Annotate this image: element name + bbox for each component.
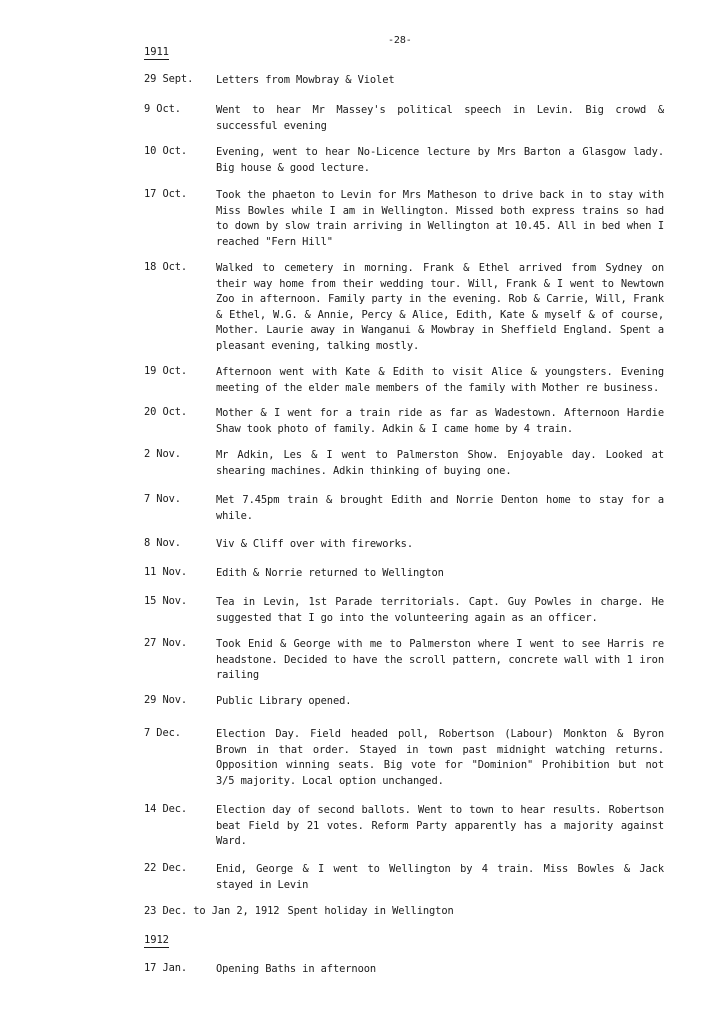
entry-text: Walked to cemetery in morning. Frank & Ethel arrived from Sydney on their way home from their wedding tour. Will, Frank & I went to Newtown Zoo in afternoon. Family party in the evening. Rob & Carrie, Will, Frank & Ethel, W.G. & Annie, Percy & Alice, Edith, Kate & myself & of course, Mother. Laurie away in Wanganui & Mowbray in Sheffield England. Spent a pleasant evening, talking mostly.: [216, 262, 664, 352]
entry-text: Tea in Levin, 1st Parade territorials. Capt. Guy Powles in charge. He suggested that I go into the volunteering again as an officer.: [216, 596, 664, 624]
diary-entry: [144, 103, 664, 134]
year-heading-1912: 1912: [144, 934, 169, 946]
entry-text: Went to hear Mr Massey's political speech in Levin. Big crowd & successful evening: [216, 104, 664, 132]
entry-text: Spent holiday in Wellington: [287, 905, 454, 917]
diary-entry: [144, 637, 664, 684]
diary-entry: [144, 406, 664, 437]
entry-text: Mr Adkin, Les & I went to Palmerston Show. Enjoyable day. Looked at shearing machines. Adkin thinking of buying one.: [216, 449, 664, 477]
entry-date: 10 Oct.: [144, 145, 188, 157]
entry-date: 29 Nov.: [144, 694, 188, 706]
entry-text: Afternoon went with Kate & Edith to visit Alice & youngsters. Evening meeting of the elder male members of the family with Mother re business.: [216, 366, 664, 394]
entry-date: 14 Dec.: [144, 803, 188, 815]
entry-date: 9 Oct.: [144, 103, 181, 115]
diary-entry: [144, 365, 664, 396]
entry-text: Letters from Mowbray & Violet: [216, 74, 395, 86]
entry-text: Enid, George & I went to Wellington by 4 train. Miss Bowles & Jack stayed in Levin: [216, 863, 664, 891]
diary-entry: [144, 537, 664, 553]
entry-date: 17 Jan.: [144, 962, 188, 974]
entry-text: Public Library opened.: [216, 695, 352, 707]
diary-entry-span: [144, 905, 454, 917]
diary-entry: [144, 727, 664, 789]
entry-text: Election day of second ballots. Went to town to hear results. Robertson beat Field by 21 votes. Reform Party apparently has a majority against Ward.: [216, 804, 664, 847]
diary-entry: [144, 803, 664, 850]
entry-text: Election Day. Field headed poll, Robertson (Labour) Monkton & Byron Brown in that order. Stayed in town past midnight watching returns. Opposition winning seats. Big vote for "Dominion" Prohibition but not 3/5 majority. Local option unchanged.: [216, 728, 664, 787]
entry-date: 8 Nov.: [144, 537, 181, 549]
diary-entry: [144, 448, 664, 479]
entry-date: 22 Dec.: [144, 862, 188, 874]
diary-entry: [144, 145, 664, 176]
entry-text: Edith & Norrie returned to Wellington: [216, 567, 444, 579]
diary-entry: [144, 595, 664, 626]
entry-date: 27 Nov.: [144, 637, 188, 649]
entry-date: 7 Dec.: [144, 727, 181, 739]
entry-date: 2 Nov.: [144, 448, 181, 460]
diary-entry: [144, 566, 664, 582]
entry-date: 7 Nov.: [144, 493, 181, 505]
entry-date: 15 Nov.: [144, 595, 188, 607]
entry-date: 20 Oct.: [144, 406, 188, 418]
diary-entry: [144, 188, 664, 250]
page-number: -28-: [388, 35, 412, 46]
year-heading-1911: 1911: [144, 46, 169, 58]
entry-date: 19 Oct.: [144, 365, 188, 377]
diary-entry: [144, 962, 664, 978]
entry-text: Took Enid & George with me to Palmerston where I went to see Harris re headstone. Decided to have the scroll pattern, concrete wall with 1 iron railing: [216, 638, 664, 681]
entry-date: 17 Oct.: [144, 188, 188, 200]
entry-date: 18 Oct.: [144, 261, 188, 273]
entry-text: Opening Baths in afternoon: [216, 963, 377, 975]
diary-entry: [144, 493, 664, 524]
entry-date: 23 Dec. to Jan 2, 1912: [144, 905, 280, 917]
entry-text: Mother & I went for a train ride as far as Wadestown. Afternoon Hardie Shaw took photo of family. Adkin & I came home by 4 train.: [216, 407, 664, 435]
diary-entry: [144, 862, 664, 893]
diary-entry: [144, 261, 664, 354]
diary-entry: [144, 73, 664, 89]
entry-text: Took the phaeton to Levin for Mrs Matheson to drive back in to stay with Miss Bowles while I am in Wellington. Missed both express trains so had to down by slow train arriving in Wellington at 10.45. All in bed when I reached "Fern Hill": [216, 189, 664, 248]
entry-date: 11 Nov.: [144, 566, 188, 578]
entry-text: Viv & Cliff over with fireworks.: [216, 538, 413, 550]
diary-entry: [144, 694, 664, 710]
entry-text: Met 7.45pm train & brought Edith and Norrie Denton home to stay for a while.: [216, 494, 664, 522]
entry-text: Evening, went to hear No-Licence lecture by Mrs Barton a Glasgow lady. Big house & good lecture.: [216, 146, 664, 174]
entry-date: 29 Sept.: [144, 73, 194, 85]
